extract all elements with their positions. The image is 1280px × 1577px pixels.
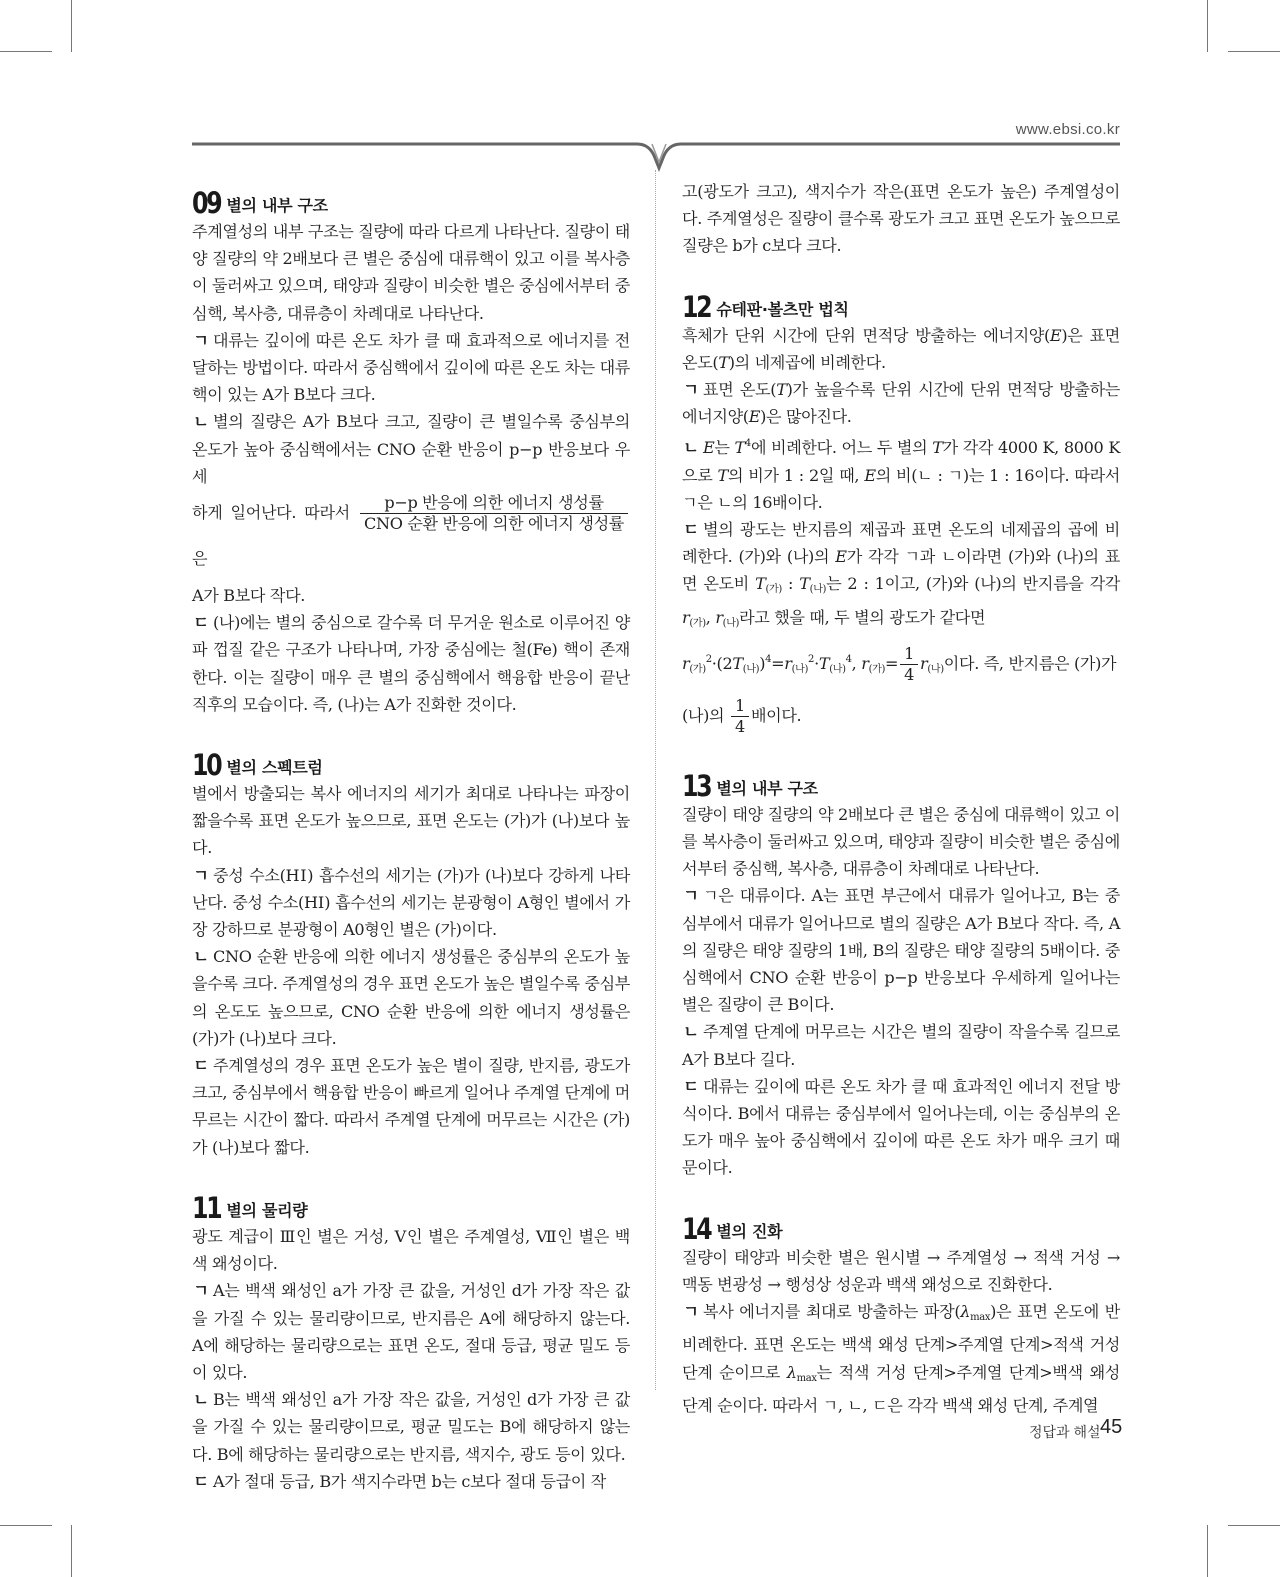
crop-mark xyxy=(71,1525,72,1577)
crop-mark xyxy=(1207,1525,1208,1577)
item-marker: ㄷ xyxy=(193,1471,209,1491)
section-11-intro: 광도 계급이 Ⅲ인 별은 거성, Ⅴ인 별은 주계열성, Ⅶ인 별은 백색 왜성이다. xyxy=(192,1226,630,1274)
right-column xyxy=(682,178,1120,1419)
header-rule xyxy=(0,140,1280,180)
section-09-item-3: ㄷ (나)에는 별의 중심으로 갈수록 더 무거운 원소로 이루어진 양파 껍질 같은 구조가 나타나며, 가장 중심에는 철(Fe) 핵이 존재한다. 이는 질량이 매우 큰 별의 중심핵에서 핵융합 반응이 끝난 직후의 모습이다. 즉, (나)는 A가 진화한 것이다. xyxy=(192,609,630,718)
section-13-item-2: ㄴ 주계열 단계에 머무르는 시간은 별의 질량이 작을수록 길므로 A가 B보다 길다. xyxy=(682,1018,1120,1072)
crop-mark xyxy=(1228,51,1280,52)
item-marker: ㄴ xyxy=(683,1022,699,1042)
section-13-intro: 질량이 태양 질량의 약 2배보다 큰 별은 중심에 대류핵이 있고 이를 복사층이 둘러싸고 있으며, 태양과 질량이 비슷한 별은 중심에서부터 중심핵, 복사층, 대류층이 차례대로 나타난다. xyxy=(682,804,1121,879)
crop-mark xyxy=(0,1525,52,1526)
section-12-item-1: ㄱ 표면 온도(T)가 높을수록 단위 시간에 단위 면적당 방출하는 에너지양(E)은 많아진다. xyxy=(682,376,1120,430)
item-marker: ㄱ xyxy=(683,380,699,400)
item-marker: ㄱ xyxy=(193,1281,209,1301)
section-number: 14 xyxy=(682,1211,711,1246)
section-13-heading xyxy=(682,761,1120,801)
section-11-item-1: ㄱ A는 백색 왜성인 a가 가장 큰 값을, 거성인 d가 가장 작은 값을 가질 수 있는 물리량이므로, 반지름은 A에 해당하지 않는다. A에 해당하는 물리량으로는 표면 온도, 절대 등급, 평균 밀도 등이 있다. xyxy=(192,1277,630,1386)
quarter-fraction: $\frac{1}{4}$ xyxy=(731,696,749,737)
section-11-item-3: ㄷ A가 절대 등급, B가 색지수라면 b는 c보다 절대 등급이 작 xyxy=(192,1468,630,1495)
section-10-item-1: ㄱ 중성 수소(HⅠ) 흡수선의 세기는 (가)가 (나)보다 강하게 나타난다. 중성 수소(HⅠ) 흡수선의 세기는 분광형이 A형인 별에서 가장 강하므로 분광형이 A0형인 별은 (가)이다. xyxy=(192,862,630,944)
section-12-heading xyxy=(682,282,1120,322)
section-09-intro: 주계열성의 내부 구조는 질량에 따라 다르게 나타난다. 질량이 태양 질량의 약 2배보다 큰 별은 중심에 대류핵이 있고 이를 복사층이 둘러싸고 있으며, 태양과 질량이 비슷한 별은 중심에서부터 중심핵, 복사층, 대류층이 차례대로 나타난다. xyxy=(192,222,631,323)
item-marker: ㄷ xyxy=(193,1056,209,1076)
item-marker: ㄴ xyxy=(193,1390,209,1410)
site-url[interactable]: www.ebsi.co.kr xyxy=(1015,121,1120,138)
footer-label: 정답과 해설 xyxy=(1029,1424,1101,1440)
section-12-item-3-end: (나)의 $\frac{1}{4}$ 배이다. xyxy=(682,695,802,736)
crop-mark xyxy=(1228,1525,1280,1526)
item-marker: ㄷ xyxy=(683,520,699,540)
section-10-item-3: ㄷ 주계열성의 경우 표면 온도가 높은 별이 질량, 반지름, 광도가 크고, 중심부에서 핵융합 반응이 빠르게 일어나 주계열 단계에 머무르는 시간이 짧다. 따라서 주계열 단계에 머무르는 시간은 (가)가 (나)보다 짧다. xyxy=(192,1052,630,1161)
section-10-intro: 별에서 방출되는 복사 에너지의 세기가 최대로 나타나는 파장이 짧을수록 표면 온도가 높으므로, 표면 온도는 (가)가 (나)보다 높다. xyxy=(192,784,630,858)
section-12-item-3: ㄷ 별의 광도는 반지름의 제곱과 표면 온도의 네제곱의 곱에 비례한다. (가)와 (나)의 E가 각각 ㄱ과 ㄴ이라면 (가)와 (나)의 표면 온도비 $T_{(가)}$ : $T_{(나)}$는 2 : 1이고, (가)와 (나)의 반지름을 각각 $r_{(가)}$, $r_{(나)}$라고 했을 때, 두 별의 광도가 같다면 xyxy=(682,516,1120,637)
section-title: 별의 진화 xyxy=(716,1221,783,1241)
crop-mark xyxy=(1207,0,1208,52)
section-title: 슈테판·볼츠만 법칙 xyxy=(716,299,849,319)
section-11-continued: 고(광도가 크고), 색지수가 작은(표면 온도가 높은) 주계열성이다. 주계열성은 질량이 클수록 광도가 크고 표면 온도가 높으므로 질량은 b가 c보다 크다. xyxy=(682,182,1121,256)
section-12-item-2: ㄴ E는 $T^4$에 비례한다. 어느 두 별의 T가 각각 4000 K, 8000 K으로 T의 비가 1 : 2일 때, E의 비(ㄴ : ㄱ)는 1 : 16이다. 따라서 ㄱ은 ㄴ의 16배이다. xyxy=(682,430,1120,516)
section-14-intro: 질량이 태양과 비슷한 별은 원시별 → 주계열성 → 적색 거성 → 맥동 변광성 → 행성상 성운과 백색 왜성으로 진화한다. xyxy=(682,1247,1120,1294)
crop-mark xyxy=(71,0,72,52)
section-14-heading xyxy=(682,1204,1120,1244)
luminosity-equation: $r_{(가)}^2\cdot(2T_{(나)})^4=r_{(나)}^2\cdot T_{(나)}^4$, $r_{(가)}=$ $\frac{1}{4}$ $r_{(나)}$이다. 즉, 반지름은 (가)가 xyxy=(682,643,1117,684)
item-marker: ㄷ xyxy=(193,613,209,633)
section-number: 11 xyxy=(192,1190,221,1225)
item-marker: ㄱ xyxy=(683,886,699,906)
section-11-heading xyxy=(192,1183,630,1223)
energy-ratio-fraction: $\frac{\text{p−p 반응에 의한 에너지 생성률}}{\text{CNO 순환 반응에 의한 에너지 생성률}}$ xyxy=(360,493,628,534)
section-14-item-1: ㄱ 복사 에너지를 최대로 방출하는 파장$(\lambda_{max})$은 표면 온도에 반비례한다. 표면 온도는 백색 왜성 단계>주계열 단계>적색 거성 단계 순이므로 $\lambda_{max}$는 적색 거성 단계>주계열 단계>백색 왜성 단계 순이다. 따라서 ㄱ, ㄴ, ㄷ은 각각 백색 왜성 단계, 주계열 xyxy=(682,1298,1120,1419)
section-title: 별의 스펙트럼 xyxy=(226,758,323,778)
section-09-item-1: ㄱ 대류는 깊이에 따른 온도 차가 클 때 효과적으로 에너지를 전달하는 방법이다. 따라서 중심핵에서 깊이에 따른 온도 차는 대류핵이 있는 A가 B보다 크다. xyxy=(192,327,630,409)
section-13-item-1: ㄱ ㄱ은 대류이다. A는 표면 부근에서 대류가 일어나고, B는 중심부에서 대류가 일어나므로 별의 질량은 A가 B보다 작다. 즉, A의 질량은 태양 질량의 1배, B의 질량은 태양 질량의 5배이다. 중심핵에서 CNO 순환 반응이 p−p 반응보다 우세하게 일어나는 별은 질량이 큰 B이다. xyxy=(682,882,1120,1018)
item-marker: ㄴ xyxy=(193,412,209,432)
item-marker: ㄱ xyxy=(193,865,209,885)
item-marker: ㄱ xyxy=(193,330,209,350)
section-title: 별의 내부 구조 xyxy=(226,196,328,215)
section-number: 13 xyxy=(682,768,711,803)
section-09-item-2-end: A가 B보다 작다. xyxy=(192,586,306,606)
section-10-heading xyxy=(192,740,630,783)
section-number: 12 xyxy=(682,289,711,324)
item-marker: ㄴ xyxy=(683,438,699,458)
section-10-item-2: ㄴ CNO 순환 반응에 의한 에너지 생성률은 중심부의 온도가 높을수록 크다. 주계열성의 경우 표면 온도가 높은 별일수록 중심부의 온도도 높으므로, CNO 순환 반응에 의한 에너지 생성률은 (가)가 (나)보다 크다. xyxy=(192,943,630,1052)
page-number: 45 xyxy=(1100,1416,1123,1438)
item-marker: ㄷ xyxy=(683,1076,699,1096)
section-13-item-3: ㄷ 대류는 깊이에 따른 온도 차가 클 때 효과적인 에너지 전달 방식이다. B에서 대류는 중심부에서 일어나는데, 이는 중심부의 온도가 매우 높아 중심핵에서 깊이에 따른 온도 차가 매우 크기 때문이다. xyxy=(682,1073,1120,1182)
item-marker: ㄱ xyxy=(683,1302,699,1322)
left-column xyxy=(192,178,630,1495)
section-title: 별의 내부 구조 xyxy=(716,778,818,798)
section-09-fraction-line: 하게 일어난다. 따라서 $\frac{\text{p−p 반응에 의한 에너지 생성률}}{\text{CNO 순환 반응에 의한 에너지 생성률}}$ 은 xyxy=(192,490,630,582)
section-number: 10 xyxy=(192,748,221,783)
column-divider xyxy=(655,170,656,1390)
section-number: 09 xyxy=(192,186,221,220)
section-11-item-2: ㄴ B는 백색 왜성인 a가 가장 작은 값을, 거성인 d가 가장 큰 값을 가질 수 있는 물리량이므로, 평균 밀도는 B에 해당하지 않는다. B에 해당하는 물리량으로는 반지름, 색지수, 광도 등이 있다. xyxy=(192,1386,630,1468)
section-09-item-2: ㄴ 별의 질량은 A가 B보다 크고, 질량이 큰 별일수록 중심부의 온도가 높아 중심핵에서는 CNO 순환 반응이 p−p 반응보다 우세 xyxy=(192,408,630,490)
section-09-heading xyxy=(192,178,630,218)
item-marker: ㄴ xyxy=(193,947,209,967)
quarter-fraction: $\frac{1}{4}$ xyxy=(900,644,918,685)
section-12-intro: 흑체가 단위 시간에 단위 면적당 방출하는 에너지양(E)은 표면 온도(T)의 네제곱에 비례한다. xyxy=(682,325,1120,372)
crop-mark xyxy=(0,51,52,52)
section-title: 별의 물리량 xyxy=(226,1200,308,1220)
